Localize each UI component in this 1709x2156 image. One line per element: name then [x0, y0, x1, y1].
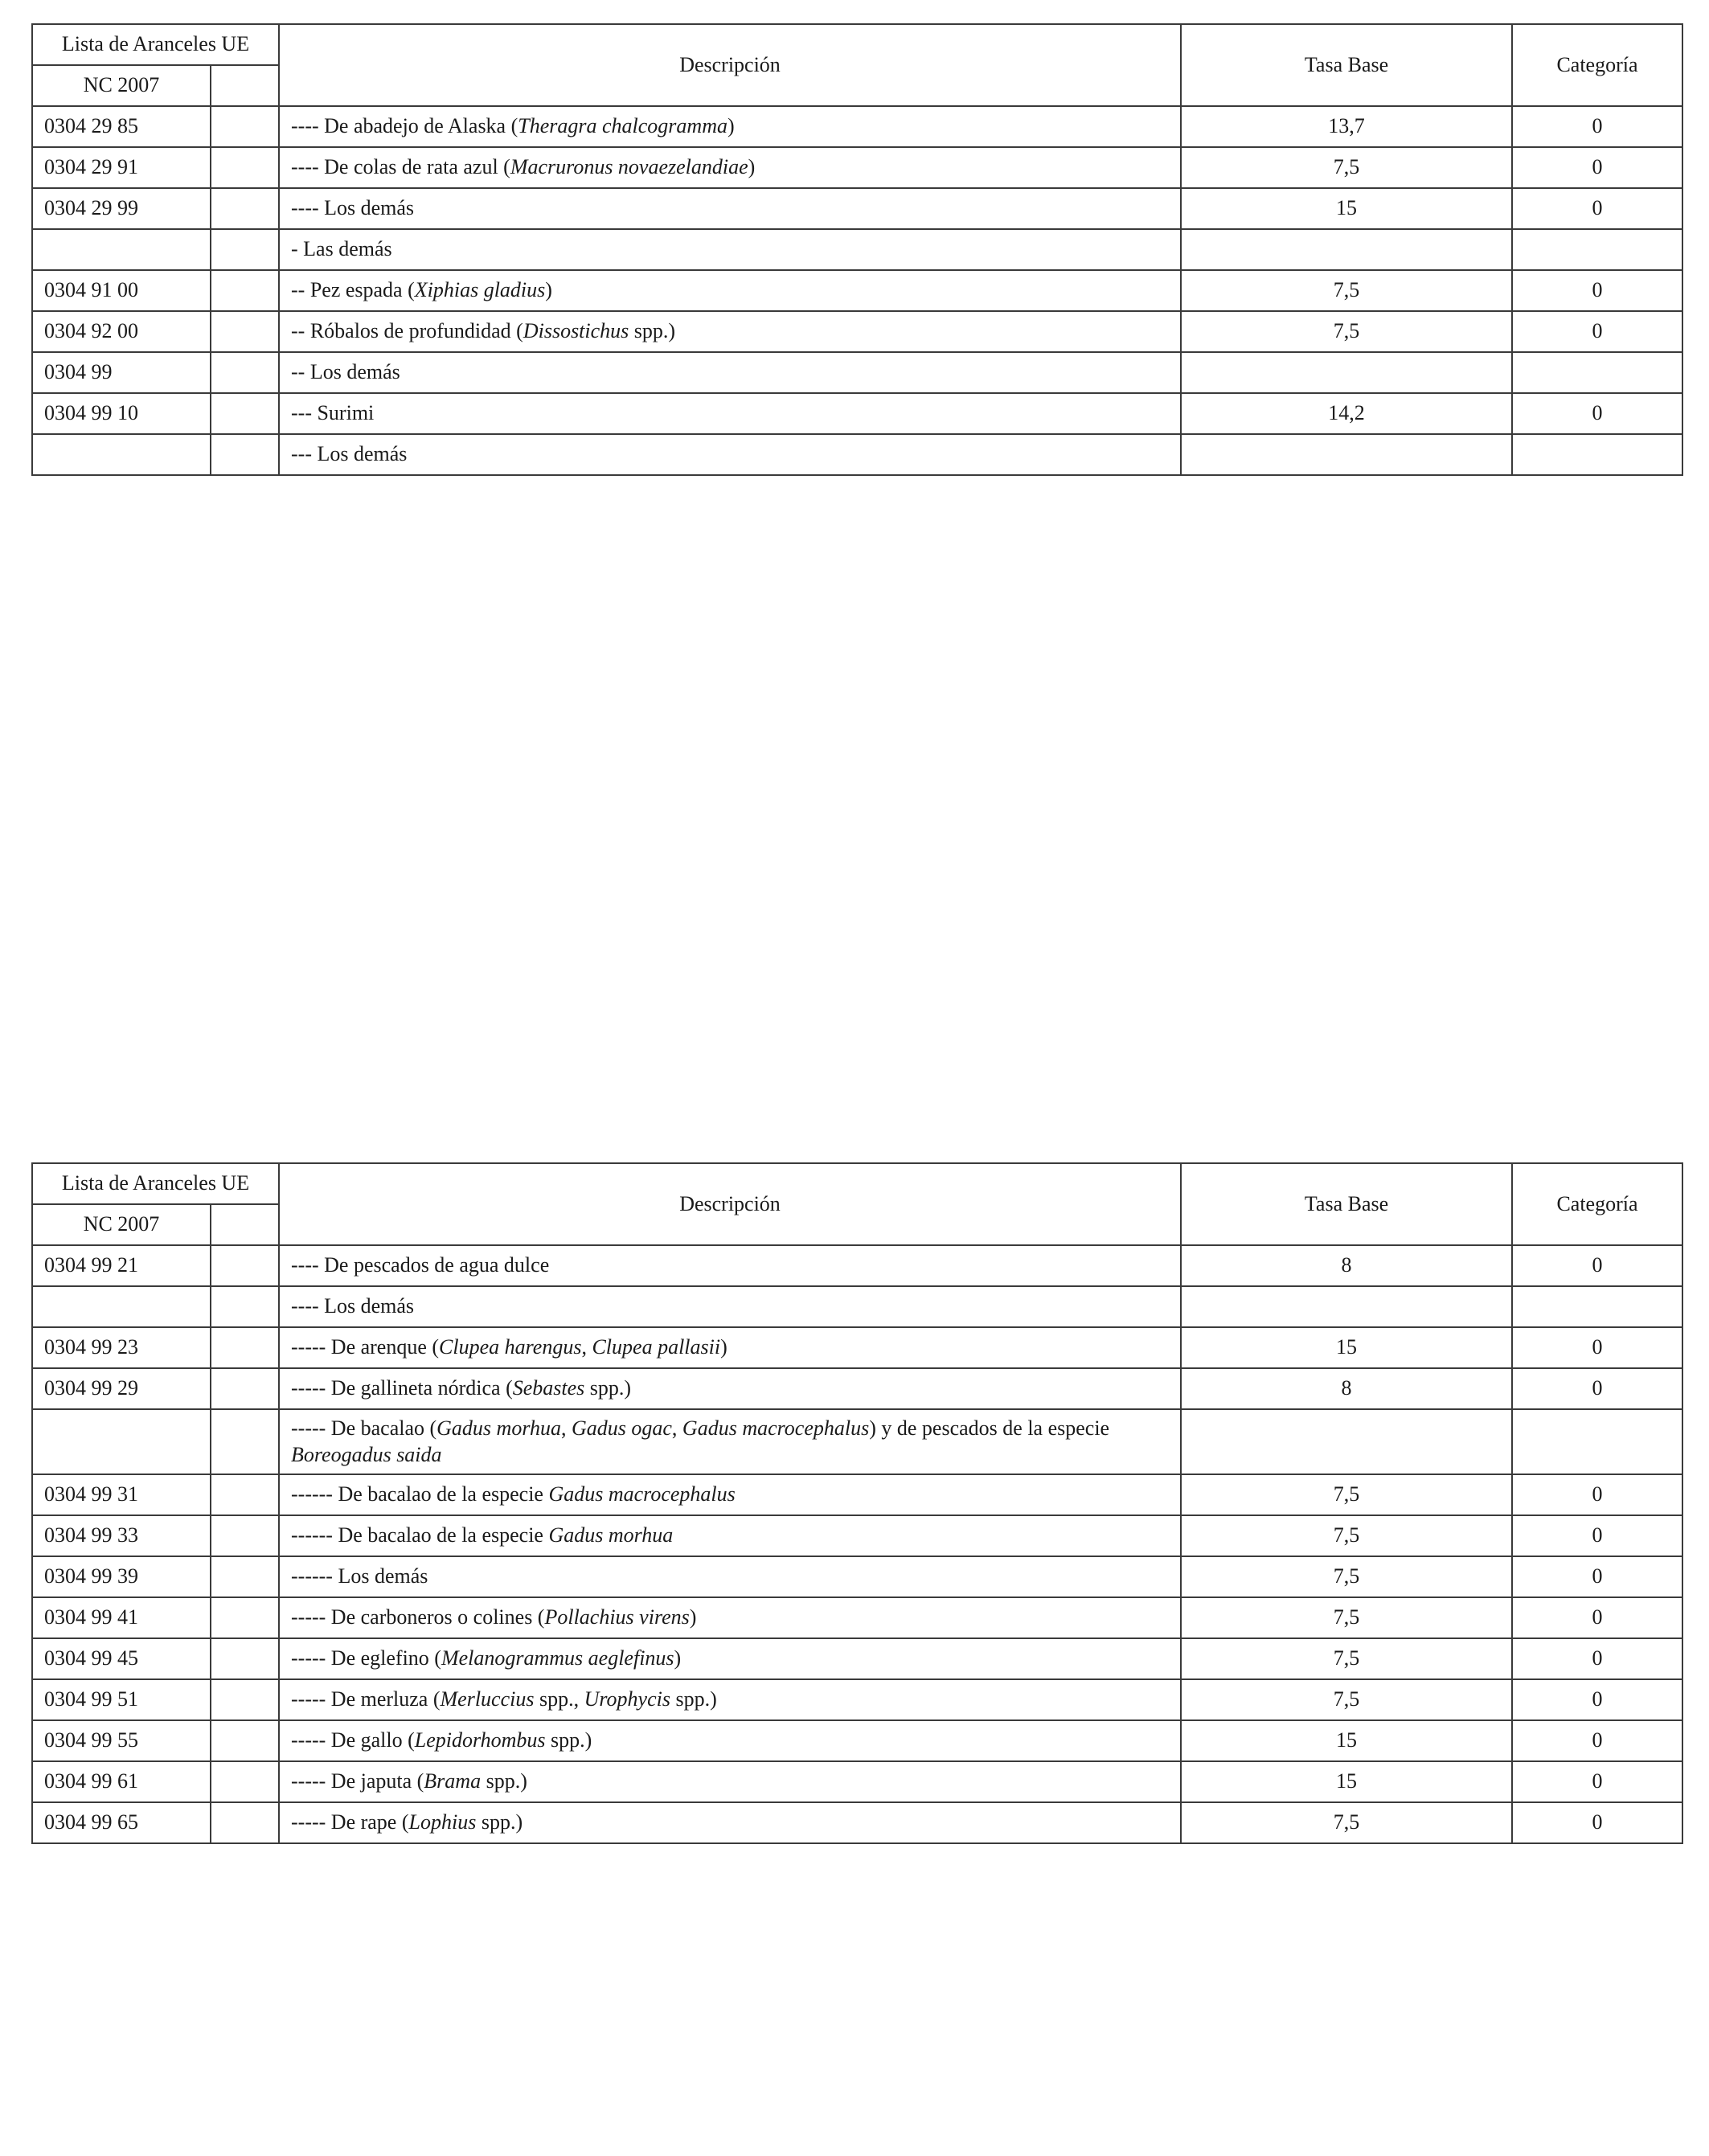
species-name: Lophius	[408, 1810, 477, 1834]
base-rate-cell: 13,7	[1181, 106, 1512, 147]
species-name: Melanogrammus aeglefinus	[441, 1646, 674, 1670]
nc-sub-cell	[211, 147, 279, 188]
nc-code-cell: 0304 99	[32, 352, 211, 393]
description-cell	[279, 1474, 1181, 1515]
description-cell	[279, 1720, 1181, 1761]
table-body	[32, 106, 1682, 475]
category-cell	[1512, 434, 1682, 475]
description-text: -- Róbalos de profundidad (	[291, 319, 523, 343]
description-text: ) y de pescados de la especie	[869, 1416, 1110, 1440]
nc-code-cell: 0304 99 29	[32, 1368, 211, 1409]
base-rate-cell	[1181, 229, 1512, 270]
nc-code-cell: 0304 99 21	[32, 1245, 211, 1286]
description-cell	[279, 1286, 1181, 1327]
species-name: Lepidorhombus	[414, 1728, 546, 1752]
nc-code-cell: 0304 91 00	[32, 270, 211, 311]
nc-sub-cell	[211, 1327, 279, 1368]
description-text: spp.)	[545, 1728, 592, 1752]
description-text: --- Los demás	[291, 442, 408, 466]
description-cell	[279, 1597, 1181, 1638]
table-row	[32, 1474, 1682, 1515]
nc-sub-cell	[211, 1515, 279, 1556]
category-cell	[1512, 352, 1682, 393]
description-text: spp.)	[481, 1769, 527, 1793]
table-header-row	[32, 1163, 1682, 1204]
nc-code-cell: 0304 92 00	[32, 311, 211, 352]
description-text: ----- De carboneros o colines (	[291, 1605, 545, 1629]
base-rate-cell: 7,5	[1181, 147, 1512, 188]
description-text: ---- Los demás	[291, 196, 415, 220]
base-rate-cell	[1181, 352, 1512, 393]
base-rate-cell: 14,2	[1181, 393, 1512, 434]
nc-code-cell: 0304 99 51	[32, 1679, 211, 1720]
category-cell	[1512, 1286, 1682, 1327]
category-cell: 0	[1512, 1597, 1682, 1638]
category-cell: 0	[1512, 270, 1682, 311]
description-text: ----- De gallo (	[291, 1728, 415, 1752]
base-rate-cell: 7,5	[1181, 1597, 1512, 1638]
table-row	[32, 1556, 1682, 1597]
description-text: spp.)	[476, 1810, 523, 1834]
base-rate-cell: 7,5	[1181, 1474, 1512, 1515]
base-rate-cell	[1181, 434, 1512, 475]
description-text: ------ Los demás	[291, 1564, 428, 1588]
nc-code-cell: 0304 99 61	[32, 1761, 211, 1802]
header-empty-cell	[211, 65, 279, 106]
species-name: Urophycis	[584, 1687, 670, 1711]
base-rate-cell	[1181, 1286, 1512, 1327]
nc-code-cell: 0304 29 85	[32, 106, 211, 147]
table-row	[32, 311, 1682, 352]
description-cell	[279, 1679, 1181, 1720]
base-rate-cell: 15	[1181, 188, 1512, 229]
nc-sub-cell	[211, 1597, 279, 1638]
table-row	[32, 1720, 1682, 1761]
table-row	[32, 188, 1682, 229]
nc-sub-cell	[211, 1761, 279, 1802]
species-name: Gadus macrocephalus	[548, 1482, 736, 1506]
header-base-rate: Tasa Base	[1181, 1163, 1512, 1245]
description-cell	[279, 188, 1181, 229]
description-text: -- Los demás	[291, 360, 400, 384]
category-cell: 0	[1512, 1802, 1682, 1843]
category-cell: 0	[1512, 1761, 1682, 1802]
category-cell: 0	[1512, 106, 1682, 147]
description-text: ---- De abadejo de Alaska (	[291, 114, 518, 138]
tariff-table-2	[31, 1162, 1683, 1844]
category-cell: 0	[1512, 1679, 1682, 1720]
table-row	[32, 434, 1682, 475]
table-row	[32, 352, 1682, 393]
description-text: spp.,	[534, 1687, 584, 1711]
nc-sub-cell	[211, 352, 279, 393]
description-text: ,	[581, 1335, 592, 1359]
description-cell	[279, 229, 1181, 270]
nc-sub-cell	[211, 1638, 279, 1679]
nc-sub-cell	[211, 1409, 279, 1474]
table-row	[32, 1679, 1682, 1720]
nc-code-cell: 0304 99 41	[32, 1597, 211, 1638]
description-cell	[279, 393, 1181, 434]
description-cell	[279, 1327, 1181, 1368]
base-rate-cell	[1181, 1409, 1512, 1474]
species-name: Xiphias gladius	[414, 278, 546, 302]
table-row	[32, 1368, 1682, 1409]
table-row	[32, 1597, 1682, 1638]
base-rate-cell: 7,5	[1181, 1638, 1512, 1679]
base-rate-cell: 7,5	[1181, 270, 1512, 311]
category-cell: 0	[1512, 1638, 1682, 1679]
description-cell	[279, 147, 1181, 188]
header-list-label: Lista de Aranceles UE	[32, 24, 279, 65]
species-name: Macruronus novaezelandiae	[510, 155, 748, 179]
description-text: ----- De rape (	[291, 1810, 409, 1834]
nc-sub-cell	[211, 188, 279, 229]
header-nc-label: NC 2007	[32, 65, 211, 106]
nc-code-cell: 0304 99 55	[32, 1720, 211, 1761]
description-text: ---- Los demás	[291, 1294, 415, 1318]
category-cell: 0	[1512, 1515, 1682, 1556]
description-cell	[279, 352, 1181, 393]
table-row	[32, 147, 1682, 188]
species-name: Gadus ogac	[571, 1416, 672, 1440]
header-empty-cell	[211, 1204, 279, 1245]
header-category: Categoría	[1512, 24, 1682, 106]
category-cell: 0	[1512, 1556, 1682, 1597]
nc-code-cell: 0304 29 91	[32, 147, 211, 188]
table-row	[32, 1327, 1682, 1368]
description-text: )	[545, 278, 552, 302]
nc-code-cell: 0304 99 45	[32, 1638, 211, 1679]
description-text: -- Pez espada (	[291, 278, 415, 302]
description-cell	[279, 1761, 1181, 1802]
nc-sub-cell	[211, 1802, 279, 1843]
species-name: Merluccius	[440, 1687, 535, 1711]
description-cell	[279, 1802, 1181, 1843]
table-row	[32, 1409, 1682, 1474]
description-text: ,	[560, 1416, 572, 1440]
category-cell: 0	[1512, 1245, 1682, 1286]
base-rate-cell: 15	[1181, 1761, 1512, 1802]
base-rate-cell: 7,5	[1181, 311, 1512, 352]
description-text: ---- De pescados de agua dulce	[291, 1253, 550, 1277]
description-text: - Las demás	[291, 237, 392, 261]
description-text: ------ De bacalao de la especie	[291, 1523, 549, 1547]
header-description: Descripción	[279, 1163, 1181, 1245]
nc-code-cell: 0304 99 31	[32, 1474, 211, 1515]
description-cell	[279, 1409, 1181, 1474]
table-header-row	[32, 24, 1682, 65]
description-cell	[279, 311, 1181, 352]
description-text: ----- De eglefino (	[291, 1646, 441, 1670]
table-row	[32, 106, 1682, 147]
nc-code-cell	[32, 1409, 211, 1474]
category-cell	[1512, 229, 1682, 270]
category-cell: 0	[1512, 147, 1682, 188]
nc-code-cell: 0304 99 10	[32, 393, 211, 434]
description-cell	[279, 434, 1181, 475]
nc-sub-cell	[211, 1286, 279, 1327]
header-base-rate: Tasa Base	[1181, 24, 1512, 106]
species-name: Clupea pallasii	[592, 1335, 721, 1359]
description-cell	[279, 270, 1181, 311]
nc-code-cell: 0304 99 39	[32, 1556, 211, 1597]
table-row	[32, 393, 1682, 434]
category-cell: 0	[1512, 1368, 1682, 1409]
nc-sub-cell	[211, 1474, 279, 1515]
category-cell: 0	[1512, 393, 1682, 434]
category-cell: 0	[1512, 311, 1682, 352]
nc-code-cell	[32, 434, 211, 475]
description-text: ------ De bacalao de la especie	[291, 1482, 549, 1506]
category-cell: 0	[1512, 1327, 1682, 1368]
category-cell	[1512, 1409, 1682, 1474]
base-rate-cell: 15	[1181, 1327, 1512, 1368]
nc-sub-cell	[211, 434, 279, 475]
base-rate-cell: 15	[1181, 1720, 1512, 1761]
description-text: ,	[671, 1416, 682, 1440]
category-cell: 0	[1512, 1474, 1682, 1515]
species-name: Boreogadus saida	[291, 1442, 442, 1466]
description-text: )	[727, 114, 735, 138]
species-name: Gadus morhua	[548, 1523, 674, 1547]
nc-code-cell: 0304 29 99	[32, 188, 211, 229]
nc-code-cell	[32, 229, 211, 270]
base-rate-cell: 8	[1181, 1368, 1512, 1409]
species-name: Pollachius virens	[544, 1605, 690, 1629]
nc-sub-cell	[211, 311, 279, 352]
description-cell	[279, 1556, 1181, 1597]
header-list-label: Lista de Aranceles UE	[32, 1163, 279, 1204]
description-cell	[279, 106, 1181, 147]
description-cell	[279, 1515, 1181, 1556]
table-row	[32, 1761, 1682, 1802]
header-description: Descripción	[279, 24, 1181, 106]
nc-code-cell: 0304 99 33	[32, 1515, 211, 1556]
description-text: --- Surimi	[291, 401, 375, 425]
nc-sub-cell	[211, 1245, 279, 1286]
base-rate-cell: 7,5	[1181, 1802, 1512, 1843]
description-cell	[279, 1245, 1181, 1286]
nc-sub-cell	[211, 270, 279, 311]
table-body	[32, 1245, 1682, 1843]
species-name: Gadus macrocephalus	[682, 1416, 870, 1440]
header-nc-label: NC 2007	[32, 1204, 211, 1245]
species-name: Dissostichus	[523, 319, 629, 343]
species-name: Brama	[424, 1769, 482, 1793]
table-row	[32, 1245, 1682, 1286]
nc-sub-cell	[211, 1368, 279, 1409]
description-text: ----- De japuta (	[291, 1769, 424, 1793]
base-rate-cell: 8	[1181, 1245, 1512, 1286]
description-text: )	[748, 155, 756, 179]
description-cell	[279, 1638, 1181, 1679]
nc-code-cell: 0304 99 23	[32, 1327, 211, 1368]
nc-code-cell	[32, 1286, 211, 1327]
nc-code-cell: 0304 99 65	[32, 1802, 211, 1843]
category-cell: 0	[1512, 188, 1682, 229]
category-cell: 0	[1512, 1720, 1682, 1761]
species-name: Theragra chalcogramma	[518, 114, 727, 138]
nc-sub-cell	[211, 229, 279, 270]
description-text: )	[674, 1646, 682, 1670]
description-text: ----- De merluza (	[291, 1687, 441, 1711]
base-rate-cell: 7,5	[1181, 1679, 1512, 1720]
nc-sub-cell	[211, 1556, 279, 1597]
description-text: )	[720, 1335, 727, 1359]
description-text: ----- De gallineta nórdica (	[291, 1376, 513, 1400]
table-row	[32, 1286, 1682, 1327]
species-name: Clupea harengus	[439, 1335, 582, 1359]
description-text: ----- De arenque (	[291, 1335, 440, 1359]
nc-sub-cell	[211, 393, 279, 434]
nc-sub-cell	[211, 1679, 279, 1720]
tariff-table-1	[31, 23, 1683, 476]
nc-sub-cell	[211, 106, 279, 147]
description-text: spp.)	[584, 1376, 632, 1400]
table-row	[32, 1515, 1682, 1556]
description-text: ---- De colas de rata azul (	[291, 155, 510, 179]
description-text: spp.)	[670, 1687, 717, 1711]
description-text: ----- De bacalao (	[291, 1416, 437, 1440]
description-text: spp.)	[629, 319, 676, 343]
species-name: Gadus morhua	[436, 1416, 561, 1440]
table-row	[32, 270, 1682, 311]
description-text: )	[689, 1605, 697, 1629]
header-category: Categoría	[1512, 1163, 1682, 1245]
base-rate-cell: 7,5	[1181, 1556, 1512, 1597]
description-cell	[279, 1368, 1181, 1409]
table-row	[32, 1802, 1682, 1843]
table-row	[32, 229, 1682, 270]
base-rate-cell: 7,5	[1181, 1515, 1512, 1556]
table-row	[32, 1638, 1682, 1679]
nc-sub-cell	[211, 1720, 279, 1761]
species-name: Sebastes	[512, 1376, 585, 1400]
